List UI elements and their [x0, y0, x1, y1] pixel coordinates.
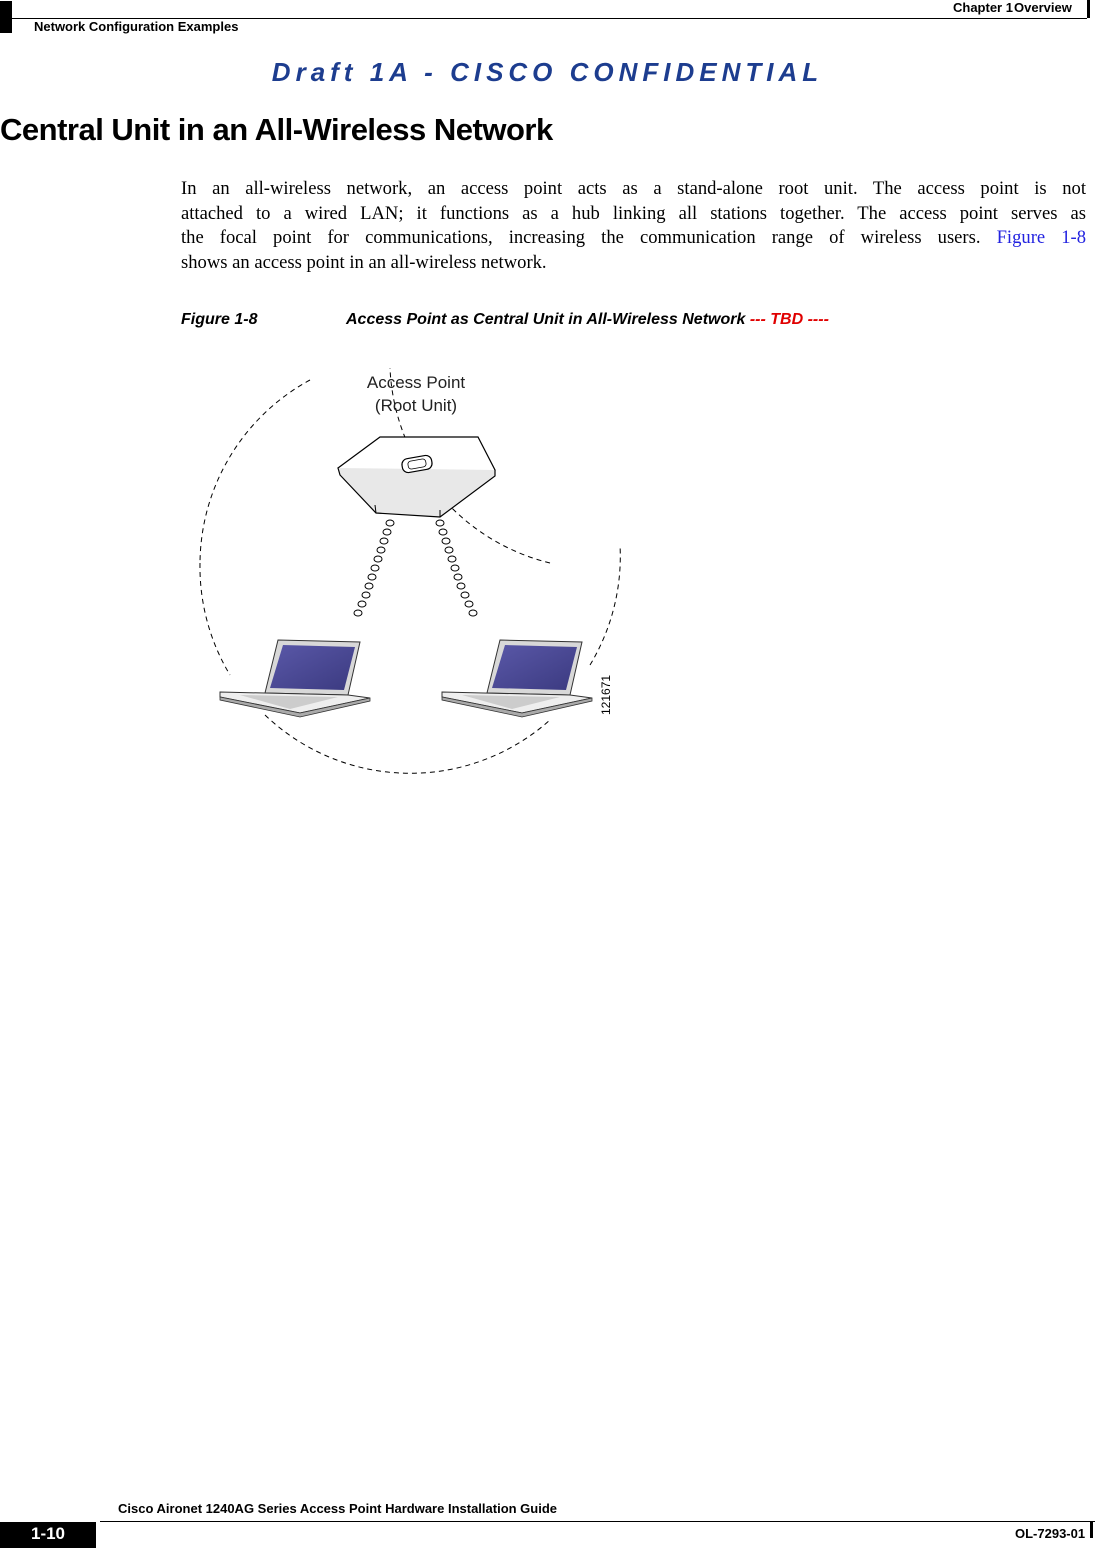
header-chapter-title: Overview: [1014, 0, 1072, 15]
body-line: [181, 226, 1086, 251]
figure-tbd: --- TBD ----: [749, 311, 829, 328]
header-right-bar: [1087, 0, 1090, 18]
footer-doc-number: OL-7293-01: [1015, 1526, 1086, 1541]
network-diagram: [190, 345, 630, 785]
laptop-icon: [442, 640, 592, 717]
body-line: shows an access point in an all-wireless network.: [181, 251, 547, 273]
body-line-text: the focal point for communications, increasing the communication range of wireless users.: [181, 227, 981, 248]
footer-rule: [100, 1521, 1095, 1522]
body-paragraph: [181, 177, 1086, 275]
header-chapter: Chapter 1: [953, 0, 1013, 15]
figure-title: Access Point as Central Unit in All-Wireless Network: [346, 311, 746, 328]
wireless-link-left: [354, 520, 394, 616]
body-line: In an all-wireless network, an access point acts as a stand-alone root unit. The access point is not: [181, 178, 1086, 199]
figure-number: Figure 1-8: [181, 311, 258, 328]
footer-guide-title: Cisco Aironet 1240AG Series Access Point Hardware Installation Guide: [118, 1501, 558, 1516]
header-marker: [0, 1, 12, 33]
footer-right-bar: [1090, 1522, 1093, 1538]
ap-label-line2: (Root Unit): [374, 396, 458, 415]
confidential-watermark: Draft 1A - CISCO CONFIDENTIAL: [271, 57, 824, 87]
figure-caption: [181, 311, 829, 329]
ap-label-line1: Access Point: [366, 373, 466, 392]
figure-art-id: 121671: [599, 674, 613, 715]
body-line: attached to a wired LAN; it functions as a hub linking all stations together. The access point serves as: [181, 202, 1086, 224]
wireless-link-right: [436, 520, 477, 616]
access-point-icon: [338, 437, 495, 517]
header-section: Network Configuration Examples: [34, 19, 239, 34]
footer-page-number: 1-10: [30, 1524, 66, 1543]
laptop-icon: [220, 640, 370, 717]
figure-link[interactable]: Figure 1-8: [996, 227, 1086, 248]
page-title: Central Unit in an All-Wireless Network: [0, 112, 553, 147]
